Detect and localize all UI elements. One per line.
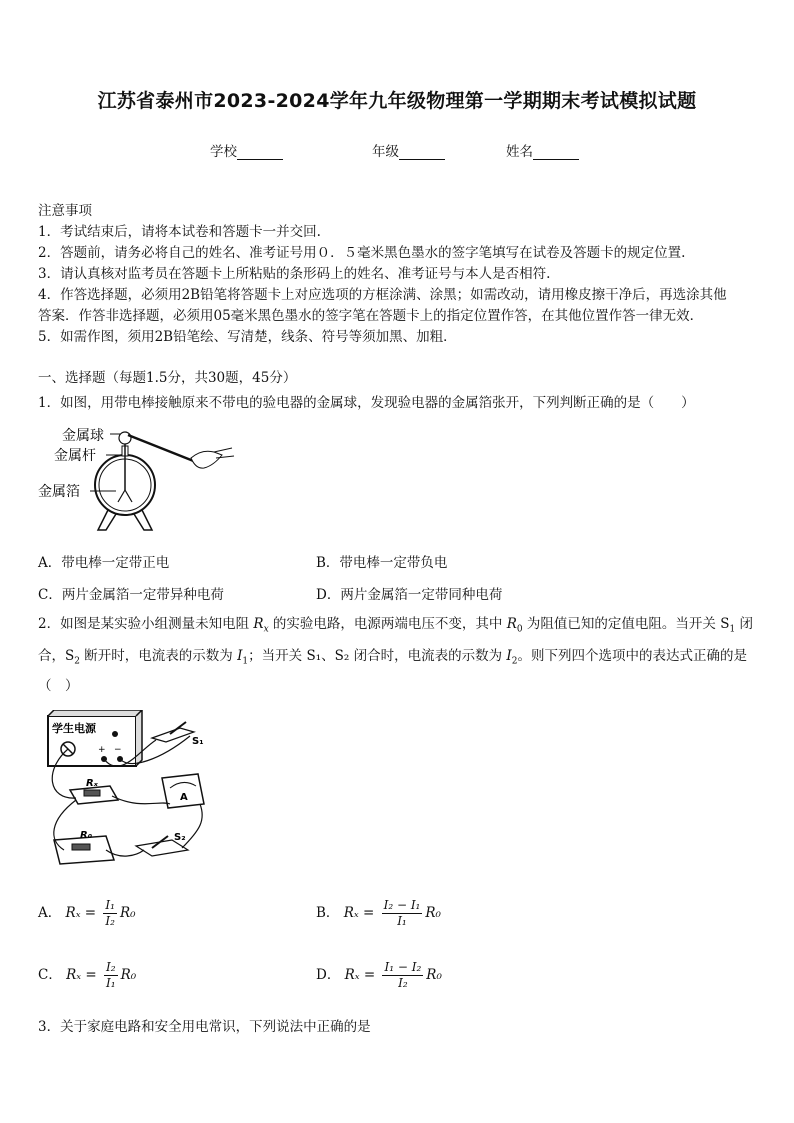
label-metal-ball: 金属球 xyxy=(62,428,104,444)
name-label: 姓名 xyxy=(506,144,533,160)
q1-option-a[interactable]: A．带电棒一定带正电 xyxy=(38,555,170,571)
switch-s2-label: S₂ xyxy=(174,832,186,843)
notice-item: 1．考试结束后，请将本试卷和答题卡一并交回. xyxy=(38,224,321,240)
fraction: $\frac{\text{I₂}}{\text{I₁}}$ xyxy=(106,960,116,990)
q1-stem: 1．如图，用带电棒接触原来不带电的验电器的金属球，发现验电器的金属箔张开，下列判断正确的是（ ） xyxy=(38,395,695,411)
grade-blank[interactable] xyxy=(399,145,445,160)
q1-option-b[interactable]: B．带电棒一定带负电 xyxy=(316,555,448,571)
notice-item: 2．答题前，请务必将自己的姓名、准考证号用０．５毫米黑色墨水的签字笔填写在试卷及答题卡的规定位置. xyxy=(38,245,686,261)
q1-option-d[interactable]: D．两片金属箔一定带同种电荷 xyxy=(316,587,503,603)
grade-field xyxy=(372,140,445,160)
fraction: $\frac{\text{I₁ − I₂}}{\text{I₂}}$ xyxy=(384,960,422,990)
label-metal-foil: 金属箔 xyxy=(38,484,80,500)
fraction: $\frac{\text{I₁}}{\text{I₂}}$ xyxy=(105,898,115,928)
school-field xyxy=(210,140,283,160)
notice-heading: 注意事项 xyxy=(38,203,92,219)
circuit-figure xyxy=(40,710,220,875)
name-field xyxy=(506,140,579,160)
switch-s1-label: S₁ xyxy=(192,736,204,747)
power-supply-label: 学生电源 xyxy=(52,722,96,735)
label-metal-rod: 金属杆 xyxy=(54,448,96,464)
notice-item: 答案．作答非选择题，必须用05毫米黑色墨水的签字笔在答题卡上的指定位置作答，在其他位置作答一律无效． xyxy=(38,308,704,324)
section-heading: 一、选择题（每题1.5分，共30题，45分） xyxy=(38,370,297,386)
school-blank[interactable] xyxy=(237,145,283,160)
notice-item: 5．如需作图，须用2B铅笔绘、写清楚，线条、符号等须加黑、加粗． xyxy=(38,329,457,345)
notice-item: 4．作答选择题，必须用2B铅笔将答题卡上对应选项的方框涂满、涂黑；如需改动，请用橡皮擦干净后，再选涂其他 xyxy=(38,287,727,303)
q2-option-d[interactable]: D． Rₓ = $\frac{\text{I₁ − I₂}}{\text{I₂}}$ R₀ xyxy=(316,960,442,990)
page-title: 江苏省泰州市2023-2024学年九年级物理第一学期期末考试模拟试题 xyxy=(97,90,697,112)
q2-option-a[interactable]: A． Rₓ = $\frac{\text{I₁}}{\text{I₂}}$ R₀ xyxy=(38,898,136,928)
q3-stem: 3．关于家庭电路和安全用电常识，下列说法中正确的是 xyxy=(38,1019,371,1035)
school-label: 学校 xyxy=(210,144,237,160)
grade-label: 年级 xyxy=(372,144,399,160)
name-blank[interactable] xyxy=(533,145,579,160)
svg-text:+: + xyxy=(98,745,106,755)
q2-stem-line1: 2．如图是某实验小组测量未知电阻 $R_x$ 的实验电路，电源两端电压不变，其中 $R_0$ 为阻值已知的定值电阻。当开关 $S_1$ 闭 xyxy=(38,616,754,635)
ammeter-label: A xyxy=(180,792,188,803)
q2-option-b[interactable]: B． Rₓ = $\frac{\text{I₂ − I₁}}{\text{I₁}}$ R₀ xyxy=(316,898,441,928)
svg-text:−: − xyxy=(114,745,122,755)
q2-option-c[interactable]: C． Rₓ = $\frac{\text{I₂}}{\text{I₁}}$ R₀ xyxy=(38,960,137,990)
notice-item: 3．请认真核对监考员在答题卡上所粘贴的条形码上的姓名、准考证号与本人是否相符. xyxy=(38,266,551,282)
electroscope-figure xyxy=(36,422,248,534)
q2-stem-line2: 合，$S_2$ 断开时，电流表的示数为 $I_1$；当开关 S₁、S₂ 闭合时，电流表的示数为 $I_2$。则下列四个选项中的表达式正确的是 xyxy=(38,648,747,667)
r0-label: R₀ xyxy=(80,830,93,841)
rx-label: Rₓ xyxy=(86,778,98,789)
q2-stem-line3: （ ） xyxy=(38,678,79,694)
q1-option-c[interactable]: C．两片金属箔一定带异种电荷 xyxy=(38,587,224,603)
fraction: $\frac{\text{I₂ − I₁}}{\text{I₁}}$ xyxy=(383,898,421,928)
